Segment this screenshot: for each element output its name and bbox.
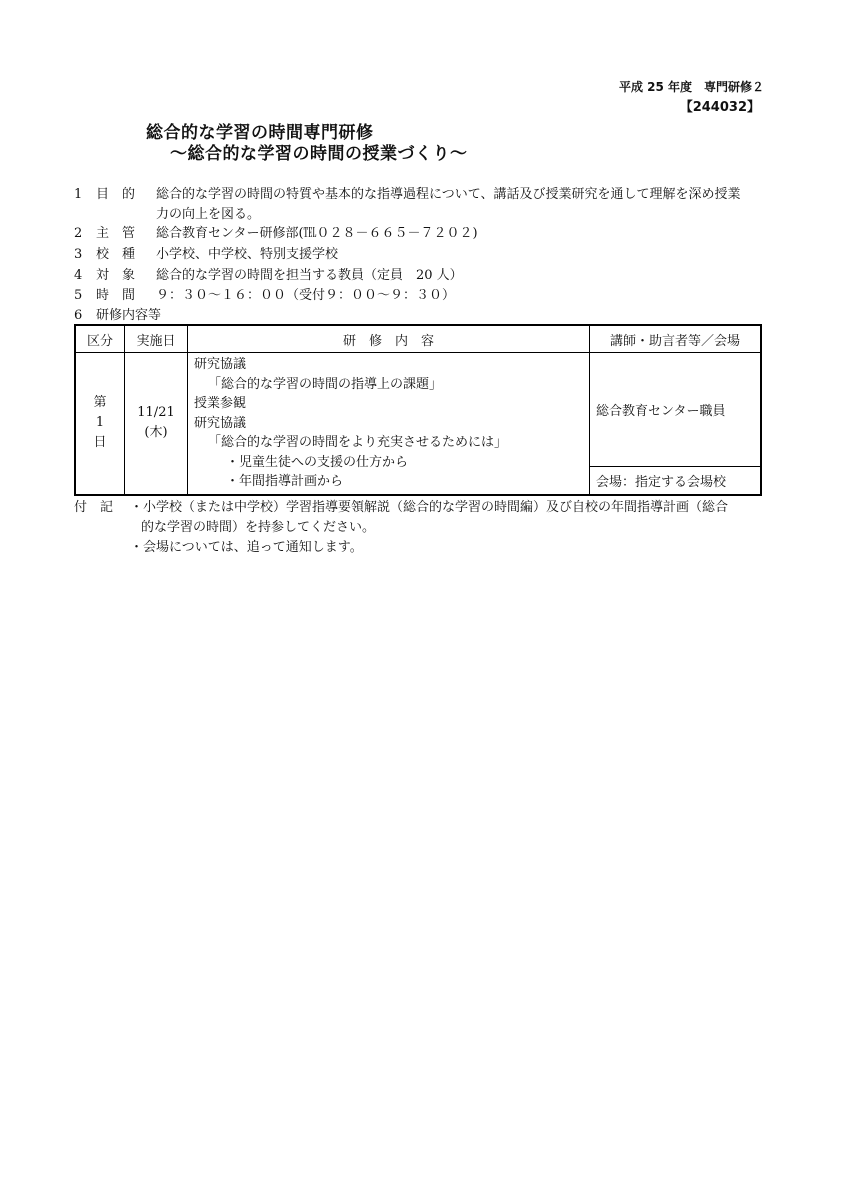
content-line: 「総合的な学習の時間をより充実させるためには」 [208, 435, 508, 450]
header-lecturer: 講師・助言者等／会場 [590, 325, 762, 353]
date-cell: 11/21 (木) [125, 353, 188, 495]
table-row [75, 353, 761, 467]
item-target: 4 対 象 総合的な学習の時間を担当する教員（定員 20 人） [74, 268, 463, 283]
content-line: 研究協議 [194, 357, 247, 372]
item-purpose-continued: 力の向上を図る。 [156, 207, 261, 222]
schedule-table [74, 324, 762, 496]
page-subtitle: ～総合的な学習の時間の授業づくり～ [170, 144, 468, 164]
content-line: ・児童生徒への支援の仕方から [226, 454, 409, 470]
item-school-type: 3 校 種 小学校、中学校、特別支援学校 [74, 247, 339, 262]
note-line: ・会場については、追って通知します。 [130, 540, 363, 555]
content-line: 「総合的な学習の時間の指導上の課題」 [208, 376, 443, 392]
content-cell [188, 353, 590, 495]
page-title: 総合的な学習の時間専門研修 [146, 123, 374, 143]
header-division: 区分 [75, 325, 125, 353]
item-organizer: 2 主 管 総合教育センター研修部(℡０２８－６６５－７２０２) [74, 226, 478, 241]
note-line: ・小学校（または中学校）学習指導要領解説（総合的な学習の時間編）及び自校の年間指導計画（総合 [130, 500, 729, 515]
item-time: 5 時 間 ９：３０～１６：００（受付９：００～９：３０） [74, 288, 456, 303]
item-purpose: 1 目 的 総合的な学習の時間の特質や基本的な指導過程について、講話及び授業研究を通して理解を深め授業 [74, 187, 741, 202]
division-cell: 第 1 日 [75, 353, 125, 495]
venue-cell: 会場：指定する会場校 [590, 467, 762, 495]
content-line: 研究協議 [194, 415, 247, 431]
header-content: 研 修 内 容 [188, 325, 590, 353]
note-line: 的な学習の時間）を持参してください。 [141, 520, 376, 535]
year-course-label: 平成 25 年度 専門研修２ [618, 80, 764, 94]
content-line: 授業参観 [194, 396, 247, 411]
header-date: 実施日 [125, 325, 188, 353]
lecturer-cell: 総合教育センター職員 [590, 353, 762, 467]
content-line: ・年間指導計画から [226, 474, 344, 489]
course-code: 【244032】 [679, 100, 760, 115]
notes-label: 付 記 [74, 500, 114, 515]
item-content-heading: 6 研修内容等 [74, 308, 162, 323]
table-header-row [75, 325, 761, 353]
